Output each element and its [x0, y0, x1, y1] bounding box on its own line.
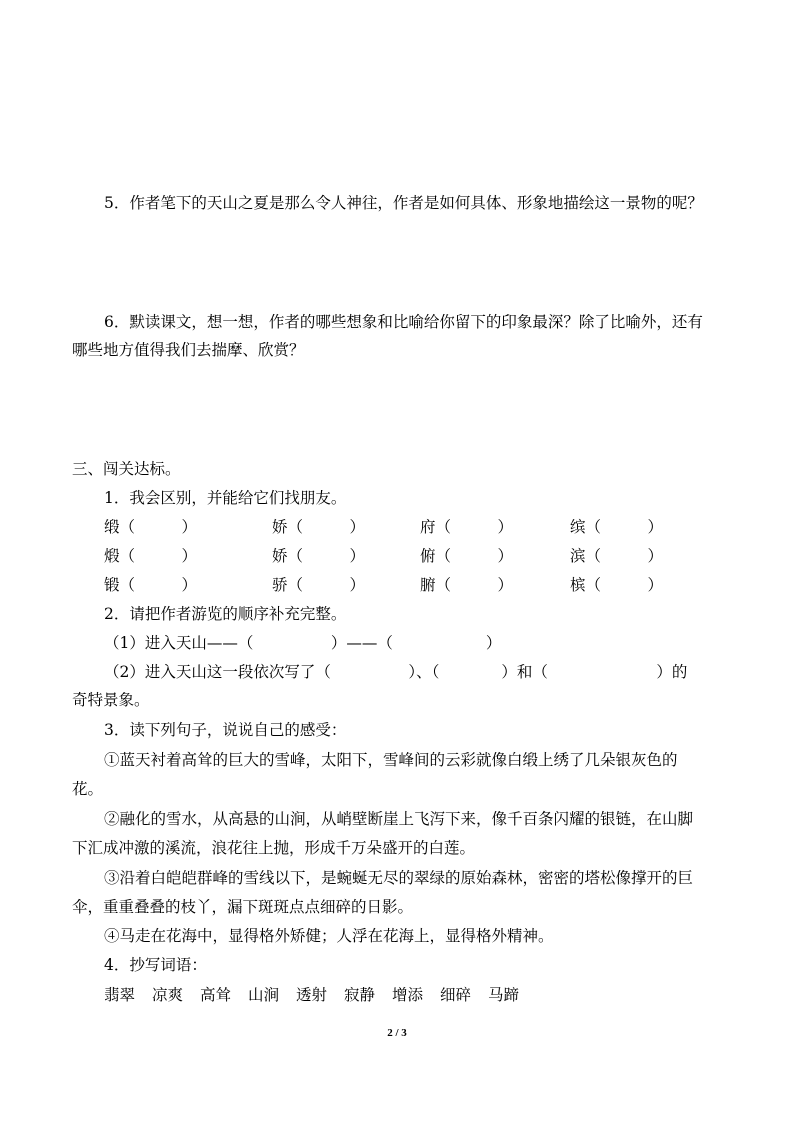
char-item: 滨（ ） [570, 547, 664, 565]
question-5: 5．作者笔下的天山之夏是那么令人神往，作者是如何具体、形象地描绘这一景物的呢？ [104, 194, 703, 212]
sentence-4: ④马走在花海中，显得格外矫健；人浮在花海上，显得格外精神。 [104, 927, 554, 945]
page-number: 2 / 3 [387, 1027, 407, 1039]
word: 山涧 [248, 986, 280, 1004]
sentence-2-line-1: ②融化的雪水，从高悬的山涧，从峭壁断崖上飞泻下来，像千百条闪耀的银链，在山脚 [104, 810, 694, 828]
sentence-1-line-2: 花。 [72, 780, 104, 798]
word: 透射 [296, 986, 328, 1004]
question-6-line-2: 哪些地方值得我们去揣摩、欣赏？ [72, 341, 305, 359]
word: 马蹄 [488, 986, 520, 1004]
char-item: 娇（ ） [272, 547, 366, 565]
s3-question-2-part-1: （1）进入天山——（ ）——（ ） [104, 634, 502, 652]
sentence-2-line-2: 下汇成冲激的溪流，浪花往上抛，形成千万朵盛开的白莲。 [72, 839, 476, 857]
char-item: 缤（ ） [570, 518, 664, 536]
s3-question-4: 4．抄写词语： [104, 956, 207, 974]
word: 凉爽 [152, 986, 184, 1004]
word: 寂静 [344, 986, 376, 1004]
word: 翡翠 [104, 986, 136, 1004]
char-item: 俯（ ） [420, 547, 514, 565]
s3-question-1: 1．我会区别，并能给它们找朋友。 [104, 489, 347, 507]
section-3-title: 三、闯关达标。 [72, 460, 181, 478]
word: 细碎 [440, 986, 472, 1004]
char-item: 锻（ ） [104, 576, 198, 594]
sentence-1-line-1: ①蓝天衬着高耸的巨大的雪峰，太阳下，雪峰间的云彩就像白缎上绣了几朵银灰色的 [104, 751, 678, 769]
question-6-line-1: 6．默读课文，想一想，作者的哪些想象和比喻给你留下的印象最深？除了比喻外，还有 [104, 313, 703, 331]
char-item: 腑（ ） [420, 576, 514, 594]
char-item: 骄（ ） [272, 576, 366, 594]
s3-question-3: 3．读下列句子，说说自己的感受： [104, 721, 347, 739]
word: 高耸 [200, 986, 232, 1004]
char-item: 缎（ ） [104, 518, 198, 536]
s3-question-2: 2．请把作者游览的顺序补充完整。 [104, 605, 347, 623]
char-item: 府（ ） [420, 518, 514, 536]
sentence-3-line-1: ③沿着白皑皑群峰的雪线以下，是蜿蜒无尽的翠绿的原始森林，密密的塔松像撑开的巨 [104, 869, 694, 887]
char-item: 煅（ ） [104, 547, 198, 565]
word: 增添 [392, 986, 424, 1004]
sentence-3-line-2: 伞，重重叠叠的枝丫，漏下斑斑点点细碎的日影。 [72, 898, 414, 916]
char-item: 槟（ ） [570, 576, 664, 594]
char-item: 娇（ ） [272, 518, 366, 536]
s3-question-2-part-2-line-2: 奇特景象。 [72, 691, 150, 709]
s3-question-2-part-2-line-1: （2）进入天山这一段依次写了（ ）、（ ）和（ ）的 [104, 663, 688, 681]
